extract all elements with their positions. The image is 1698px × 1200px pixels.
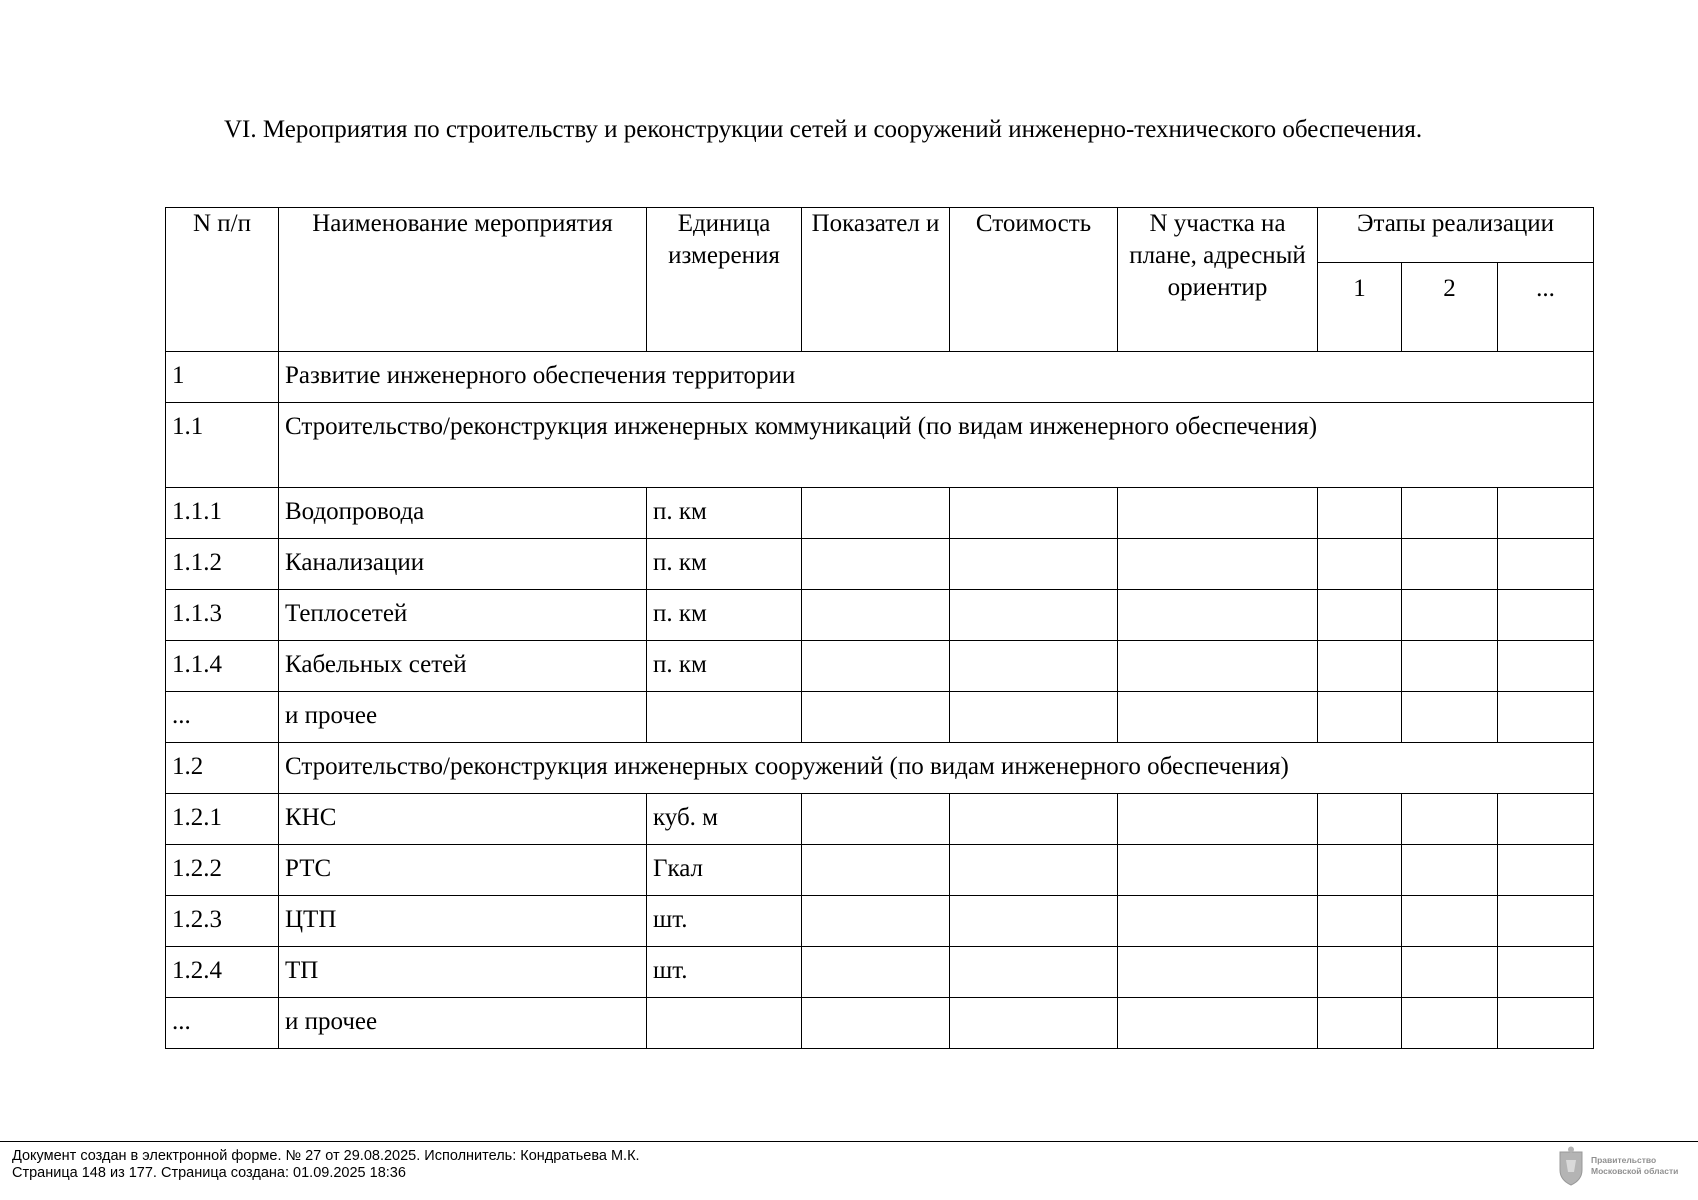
row-plot: [1118, 488, 1318, 539]
header-plot: N участка на плане, адресный ориентир: [1118, 208, 1318, 352]
row-number: 1.2.3: [166, 896, 279, 947]
table-row: [166, 352, 1594, 403]
row-section-title: Строительство/реконструкция инженерных коммуникаций (по видам инженерного обеспечения): [279, 403, 1594, 488]
row-cost: [950, 488, 1118, 539]
row-stage-more: [1498, 590, 1594, 641]
row-unit: п. км: [647, 488, 802, 539]
row-indicators: [802, 488, 950, 539]
row-unit: шт.: [647, 947, 802, 998]
row-stage-more: [1498, 488, 1594, 539]
heading-roman: VI.: [224, 116, 257, 143]
table-row: [166, 896, 1594, 947]
row-stage-more: [1498, 845, 1594, 896]
table-body: [166, 352, 1594, 1049]
row-cost: [950, 641, 1118, 692]
table-row: [166, 692, 1594, 743]
row-section-title: Строительство/реконструкция инженерных сооружений (по видам инженерного обеспечения): [279, 743, 1594, 794]
row-stage-2: [1402, 998, 1498, 1049]
row-stage-1: [1318, 641, 1402, 692]
row-unit: куб. м: [647, 794, 802, 845]
row-stage-2: [1402, 896, 1498, 947]
header-indicators: Показател и: [802, 208, 950, 352]
row-stage-1: [1318, 947, 1402, 998]
footer-line-1: Документ создан в электронной форме. № 27 от 29.08.2025. Исполнитель: Кондратьева М.К.: [12, 1148, 640, 1164]
row-stage-1: [1318, 488, 1402, 539]
row-plot: [1118, 692, 1318, 743]
row-number: 1.1: [166, 403, 279, 488]
table-row: [166, 488, 1594, 539]
header-stage-1: 1: [1318, 263, 1402, 352]
row-number: ...: [166, 692, 279, 743]
footer-line-2: Страница 148 из 177. Страница создана: 01.09.2025 18:36: [12, 1165, 406, 1181]
row-cost: [950, 998, 1118, 1049]
document-footer: [12, 1148, 640, 1182]
row-stage-1: [1318, 896, 1402, 947]
government-seal: [1557, 1143, 1697, 1189]
table-row: [166, 794, 1594, 845]
row-unit: [647, 998, 802, 1049]
row-name: и прочее: [279, 692, 647, 743]
header-unit: Единица измерения: [647, 208, 802, 352]
row-plot: [1118, 794, 1318, 845]
table-row: [166, 641, 1594, 692]
row-stage-more: [1498, 539, 1594, 590]
row-indicators: [802, 998, 950, 1049]
row-plot: [1118, 896, 1318, 947]
row-indicators: [802, 539, 950, 590]
table-row: [166, 998, 1594, 1049]
row-number: 1: [166, 352, 279, 403]
row-number: 1.1.3: [166, 590, 279, 641]
row-stage-more: [1498, 794, 1594, 845]
row-indicators: [802, 641, 950, 692]
row-number: 1.2.2: [166, 845, 279, 896]
row-stage-2: [1402, 590, 1498, 641]
seal-text: [1591, 1155, 1678, 1177]
row-unit: п. км: [647, 641, 802, 692]
row-indicators: [802, 692, 950, 743]
row-stage-2: [1402, 539, 1498, 590]
table-row: [166, 743, 1594, 794]
row-plot: [1118, 590, 1318, 641]
row-indicators: [802, 896, 950, 947]
table-row: [166, 845, 1594, 896]
table-row: [166, 590, 1594, 641]
row-name: Водопровода: [279, 488, 647, 539]
row-number: 1.1.1: [166, 488, 279, 539]
seal-line-2: Московской области: [1591, 1166, 1679, 1176]
coat-of-arms-icon: [1557, 1146, 1585, 1186]
table-row: [166, 403, 1594, 488]
row-name: РТС: [279, 845, 647, 896]
row-stage-more: [1498, 998, 1594, 1049]
footer-divider: [0, 1141, 1698, 1142]
row-indicators: [802, 947, 950, 998]
row-number: 1.1.2: [166, 539, 279, 590]
row-name: Кабельных сетей: [279, 641, 647, 692]
row-plot: [1118, 998, 1318, 1049]
row-number: 1.2: [166, 743, 279, 794]
table-row: [166, 539, 1594, 590]
row-cost: [950, 896, 1118, 947]
header-num: N п/п: [166, 208, 279, 352]
row-cost: [950, 539, 1118, 590]
row-plot: [1118, 845, 1318, 896]
row-name: ЦТП: [279, 896, 647, 947]
seal-line-1: Правительство: [1591, 1155, 1657, 1165]
row-plot: [1118, 641, 1318, 692]
row-unit: п. км: [647, 590, 802, 641]
row-name: КНС: [279, 794, 647, 845]
row-indicators: [802, 794, 950, 845]
row-unit: Гкал: [647, 845, 802, 896]
row-indicators: [802, 590, 950, 641]
row-unit: [647, 692, 802, 743]
row-plot: [1118, 947, 1318, 998]
row-cost: [950, 845, 1118, 896]
row-cost: [950, 947, 1118, 998]
row-stage-more: [1498, 641, 1594, 692]
row-stage-1: [1318, 590, 1402, 641]
header-name: Наименование мероприятия: [279, 208, 647, 352]
header-stage-more: ...: [1498, 263, 1594, 352]
row-stage-2: [1402, 845, 1498, 896]
row-stage-more: [1498, 947, 1594, 998]
header-stages: Этапы реализации: [1318, 208, 1594, 263]
row-stage-1: [1318, 692, 1402, 743]
row-number: 1.2.4: [166, 947, 279, 998]
row-plot: [1118, 539, 1318, 590]
section-heading: [172, 113, 1552, 147]
row-stage-2: [1402, 947, 1498, 998]
row-cost: [950, 692, 1118, 743]
row-cost: [950, 794, 1118, 845]
row-unit: шт.: [647, 896, 802, 947]
row-indicators: [802, 845, 950, 896]
row-name: ТП: [279, 947, 647, 998]
row-stage-1: [1318, 998, 1402, 1049]
heading-text: Мероприятия по строительству и реконструкции сетей и сооружений инженерно-технического обеспечения.: [262, 116, 1423, 143]
row-unit: п. км: [647, 539, 802, 590]
table-row: [166, 947, 1594, 998]
row-stage-2: [1402, 641, 1498, 692]
row-stage-1: [1318, 794, 1402, 845]
row-name: Теплосетей: [279, 590, 647, 641]
row-name: Канализации: [279, 539, 647, 590]
header-cost: Стоимость: [950, 208, 1118, 352]
row-cost: [950, 590, 1118, 641]
row-stage-1: [1318, 845, 1402, 896]
row-stage-more: [1498, 896, 1594, 947]
row-number: 1.2.1: [166, 794, 279, 845]
row-stage-more: [1498, 692, 1594, 743]
row-stage-2: [1402, 794, 1498, 845]
row-name: и прочее: [279, 998, 647, 1049]
row-number: 1.1.4: [166, 641, 279, 692]
measures-table: [165, 207, 1594, 1049]
row-section-title: Развитие инженерного обеспечения территории: [279, 352, 1594, 403]
row-stage-2: [1402, 488, 1498, 539]
row-stage-1: [1318, 539, 1402, 590]
header-stage-2: 2: [1402, 263, 1498, 352]
row-stage-2: [1402, 692, 1498, 743]
row-number: ...: [166, 998, 279, 1049]
